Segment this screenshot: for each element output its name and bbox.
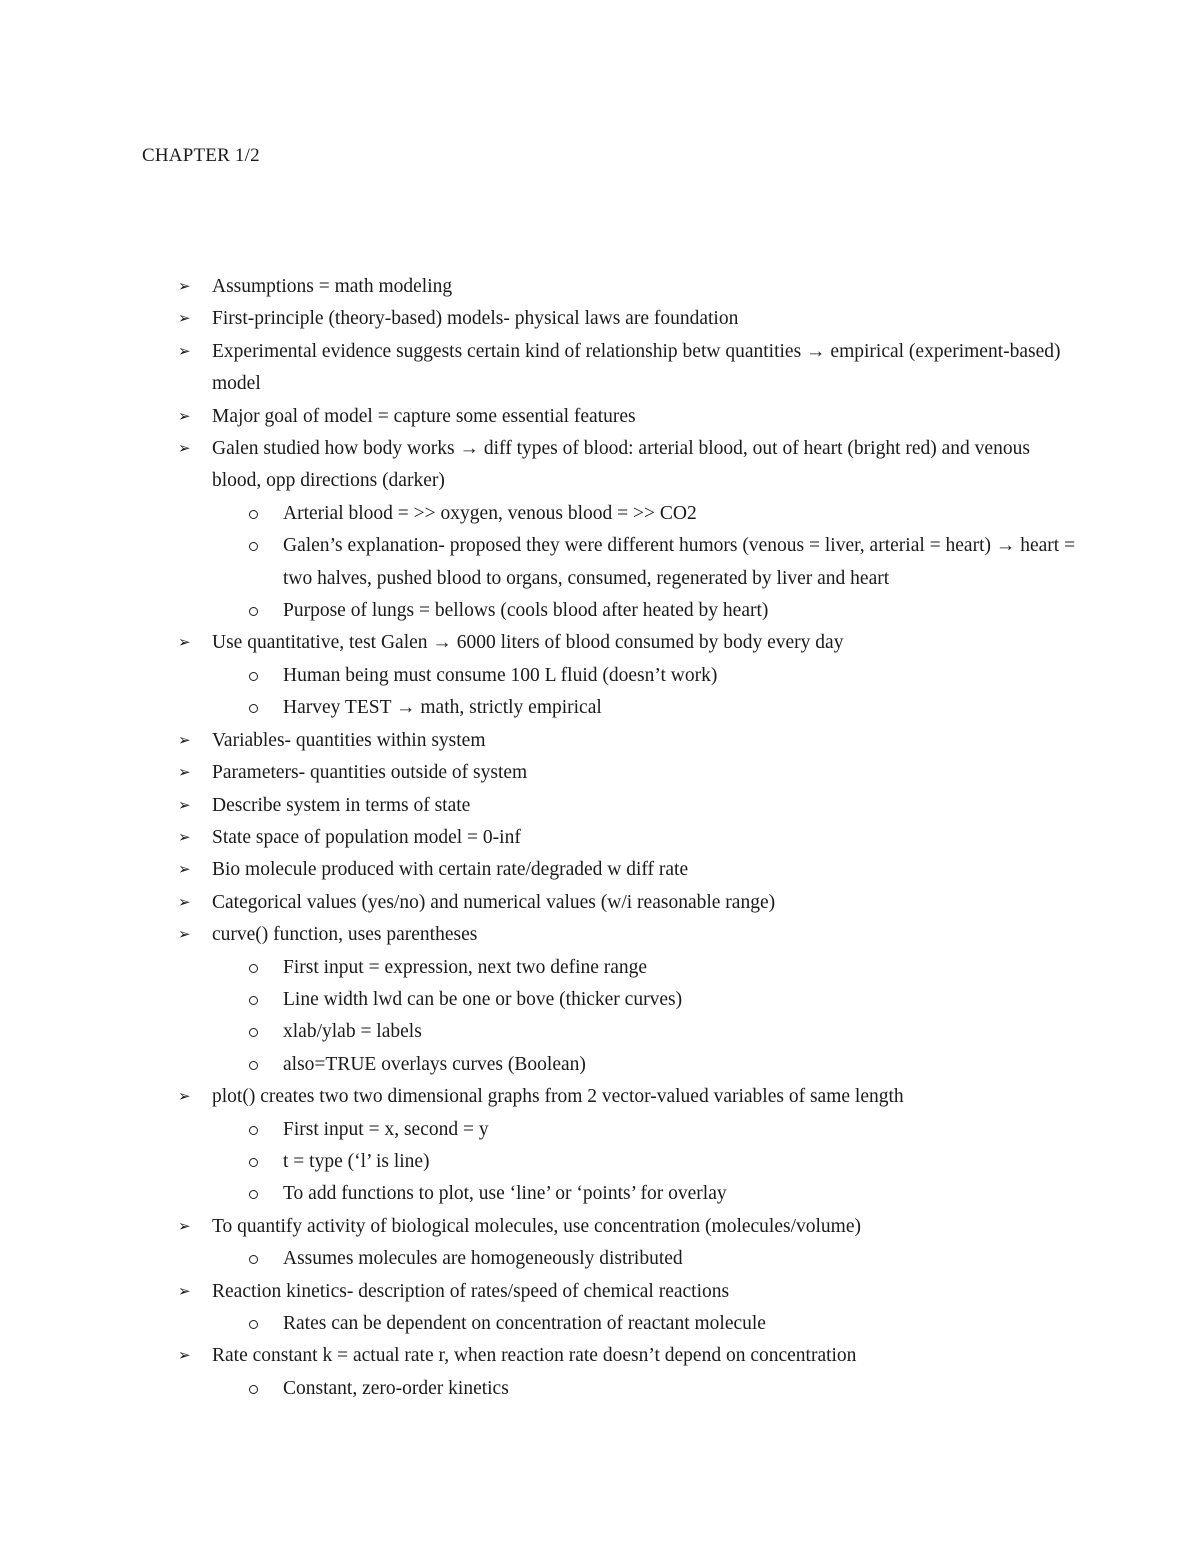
arrow-bullet-icon: ➢ (178, 343, 191, 360)
list-item-text: Parameters- quantities outside of system (212, 762, 528, 784)
sub-list-item (178, 1146, 1078, 1178)
arrow-bullet-icon: ➢ (178, 862, 191, 879)
circle-bullet-icon (249, 1061, 258, 1070)
circle-bullet-icon (249, 607, 258, 616)
list-item-text: Reaction kinetics- description of rates/speed of chemical reactions (212, 1280, 730, 1302)
list-item (178, 854, 1078, 886)
sub-list-item (178, 1114, 1078, 1146)
list-item-text: First input = x, second = y (283, 1118, 489, 1140)
list-item (178, 303, 1078, 335)
sub-list-item (178, 1016, 1078, 1048)
list-item-text: Rate constant k = actual rate r, when reaction rate doesn’t depend on concentration (212, 1345, 857, 1367)
list-item-text: Harvey TEST → math, strictly empirical (283, 697, 602, 719)
arrow-bullet-icon: ➢ (178, 1283, 191, 1300)
list-item (178, 887, 1078, 919)
list-item (178, 401, 1078, 433)
arrow-bullet-icon: ➢ (178, 408, 191, 425)
page-title: CHAPTER 1/2 (142, 145, 260, 166)
circle-bullet-icon (249, 1320, 258, 1329)
arrow-bullet-icon: ➢ (178, 732, 191, 749)
sub-list-item (178, 1178, 1078, 1210)
sub-list-item (178, 1308, 1078, 1340)
sub-list-item (178, 692, 1078, 724)
arrow-bullet-icon: ➢ (178, 927, 191, 944)
list-item (178, 271, 1078, 303)
list-item-text: First-principle (theory-based) models- physical laws are foundation (212, 308, 739, 330)
list-item (178, 822, 1078, 854)
circle-bullet-icon (249, 1385, 258, 1394)
arrow-bullet-icon: ➢ (178, 1348, 191, 1365)
sub-list-item (178, 660, 1078, 692)
arrow-bullet-icon: ➢ (178, 311, 191, 328)
list-item-text: Human being must consume 100 L fluid (doesn’t work) (283, 664, 718, 686)
circle-bullet-icon (249, 964, 258, 973)
sub-list-item (178, 530, 1078, 595)
list-item (178, 919, 1078, 951)
list-item-text: To add functions to plot, use ‘line’ or ‘points’ for overlay (283, 1183, 727, 1205)
list-item (178, 1211, 1078, 1243)
list-item-text: Experimental evidence suggests certain kind of relationship betw quantities → empirical (experiment-based) model (212, 340, 1061, 395)
list-item-text: xlab/ylab = labels (283, 1021, 422, 1043)
list-item-text: curve() function, uses parentheses (212, 924, 478, 946)
list-item-text: State space of population model = 0-inf (212, 826, 521, 848)
arrow-bullet-icon: ➢ (178, 1218, 191, 1235)
list-item-text: Line width lwd can be one or bove (thicker curves) (283, 988, 683, 1010)
list-item-text: Bio molecule produced with certain rate/degraded w diff rate (212, 859, 689, 881)
circle-bullet-icon (249, 510, 258, 519)
list-item-text: Assumes molecules are homogeneously distributed (283, 1248, 683, 1270)
circle-bullet-icon (249, 1158, 258, 1167)
circle-bullet-icon (249, 704, 258, 713)
list-item-text: Purpose of lungs = bellows (cools blood after heated by heart) (283, 600, 769, 622)
arrow-bullet-icon: ➢ (178, 279, 191, 295)
list-item-text: Constant, zero-order kinetics (283, 1377, 509, 1399)
list-item-text: Major goal of model = capture some essential features (212, 405, 636, 427)
list-item-text: t = type (‘l’ is line) (283, 1150, 430, 1172)
list-item-text: Arterial blood = >> oxygen, venous blood = >> CO2 (283, 502, 697, 524)
list-item (178, 1081, 1078, 1113)
list-item (178, 433, 1078, 498)
list-item (178, 1276, 1078, 1308)
list-item-text: Assumptions = math modeling (212, 276, 453, 297)
sub-list-item (178, 984, 1078, 1016)
list-item-text: Categorical values (yes/no) and numerical values (w/i reasonable range) (212, 891, 776, 913)
arrow-bullet-icon: ➢ (178, 635, 191, 652)
list-item-text: Describe system in terms of state (212, 794, 471, 816)
circle-bullet-icon (249, 1255, 258, 1264)
sub-list-item (178, 498, 1078, 530)
list-item-text: Galen studied how body works → diff types of blood: arterial blood, out of heart (bright red) and venous blood, opp directions (darker) (212, 438, 1030, 492)
sub-list-item (178, 1243, 1078, 1275)
list-item (178, 627, 1078, 659)
list-item-text: Galen’s explanation- proposed they were different humors (venous = liver, arterial = heart) → heart = two halves, pushed blood to organs, consumed, regenerated by liver and heart (283, 535, 1076, 589)
list-item (178, 336, 1078, 401)
list-item (178, 1340, 1078, 1372)
list-item (178, 725, 1078, 757)
arrow-bullet-icon: ➢ (178, 1089, 191, 1106)
arrow-bullet-icon: ➢ (178, 829, 191, 846)
sub-list-item (178, 1373, 1078, 1405)
list-item-text: To quantify activity of biological molecules, use concentration (molecules/volume) (212, 1215, 861, 1237)
arrow-bullet-icon: ➢ (178, 894, 191, 911)
sub-list-item (178, 595, 1078, 627)
circle-bullet-icon (249, 542, 258, 551)
sub-list-item (178, 1049, 1078, 1081)
circle-bullet-icon (249, 1028, 258, 1037)
list-item-text: plot() creates two two dimensional graphs from 2 vector-valued variables of same length (212, 1086, 904, 1108)
list-item-text: First input = expression, next two define range (283, 956, 648, 978)
sub-list-item (178, 952, 1078, 984)
circle-bullet-icon (249, 996, 258, 1005)
list-item-text: Use quantitative, test Galen → 6000 liters of blood consumed by body every day (212, 632, 844, 654)
circle-bullet-icon (249, 672, 258, 681)
list-item-text: Rates can be dependent on concentration of reactant molecule (283, 1313, 766, 1334)
list-item (178, 790, 1078, 822)
list-item-text: Variables- quantities within system (212, 729, 486, 751)
list-item (178, 757, 1078, 789)
arrow-bullet-icon: ➢ (178, 441, 191, 458)
circle-bullet-icon (249, 1190, 258, 1199)
arrow-bullet-icon: ➢ (178, 765, 191, 782)
circle-bullet-icon (249, 1126, 258, 1135)
list-item-text: also=TRUE overlays curves (Boolean) (283, 1053, 586, 1075)
notes-list (178, 271, 1078, 1405)
arrow-bullet-icon: ➢ (178, 797, 191, 814)
